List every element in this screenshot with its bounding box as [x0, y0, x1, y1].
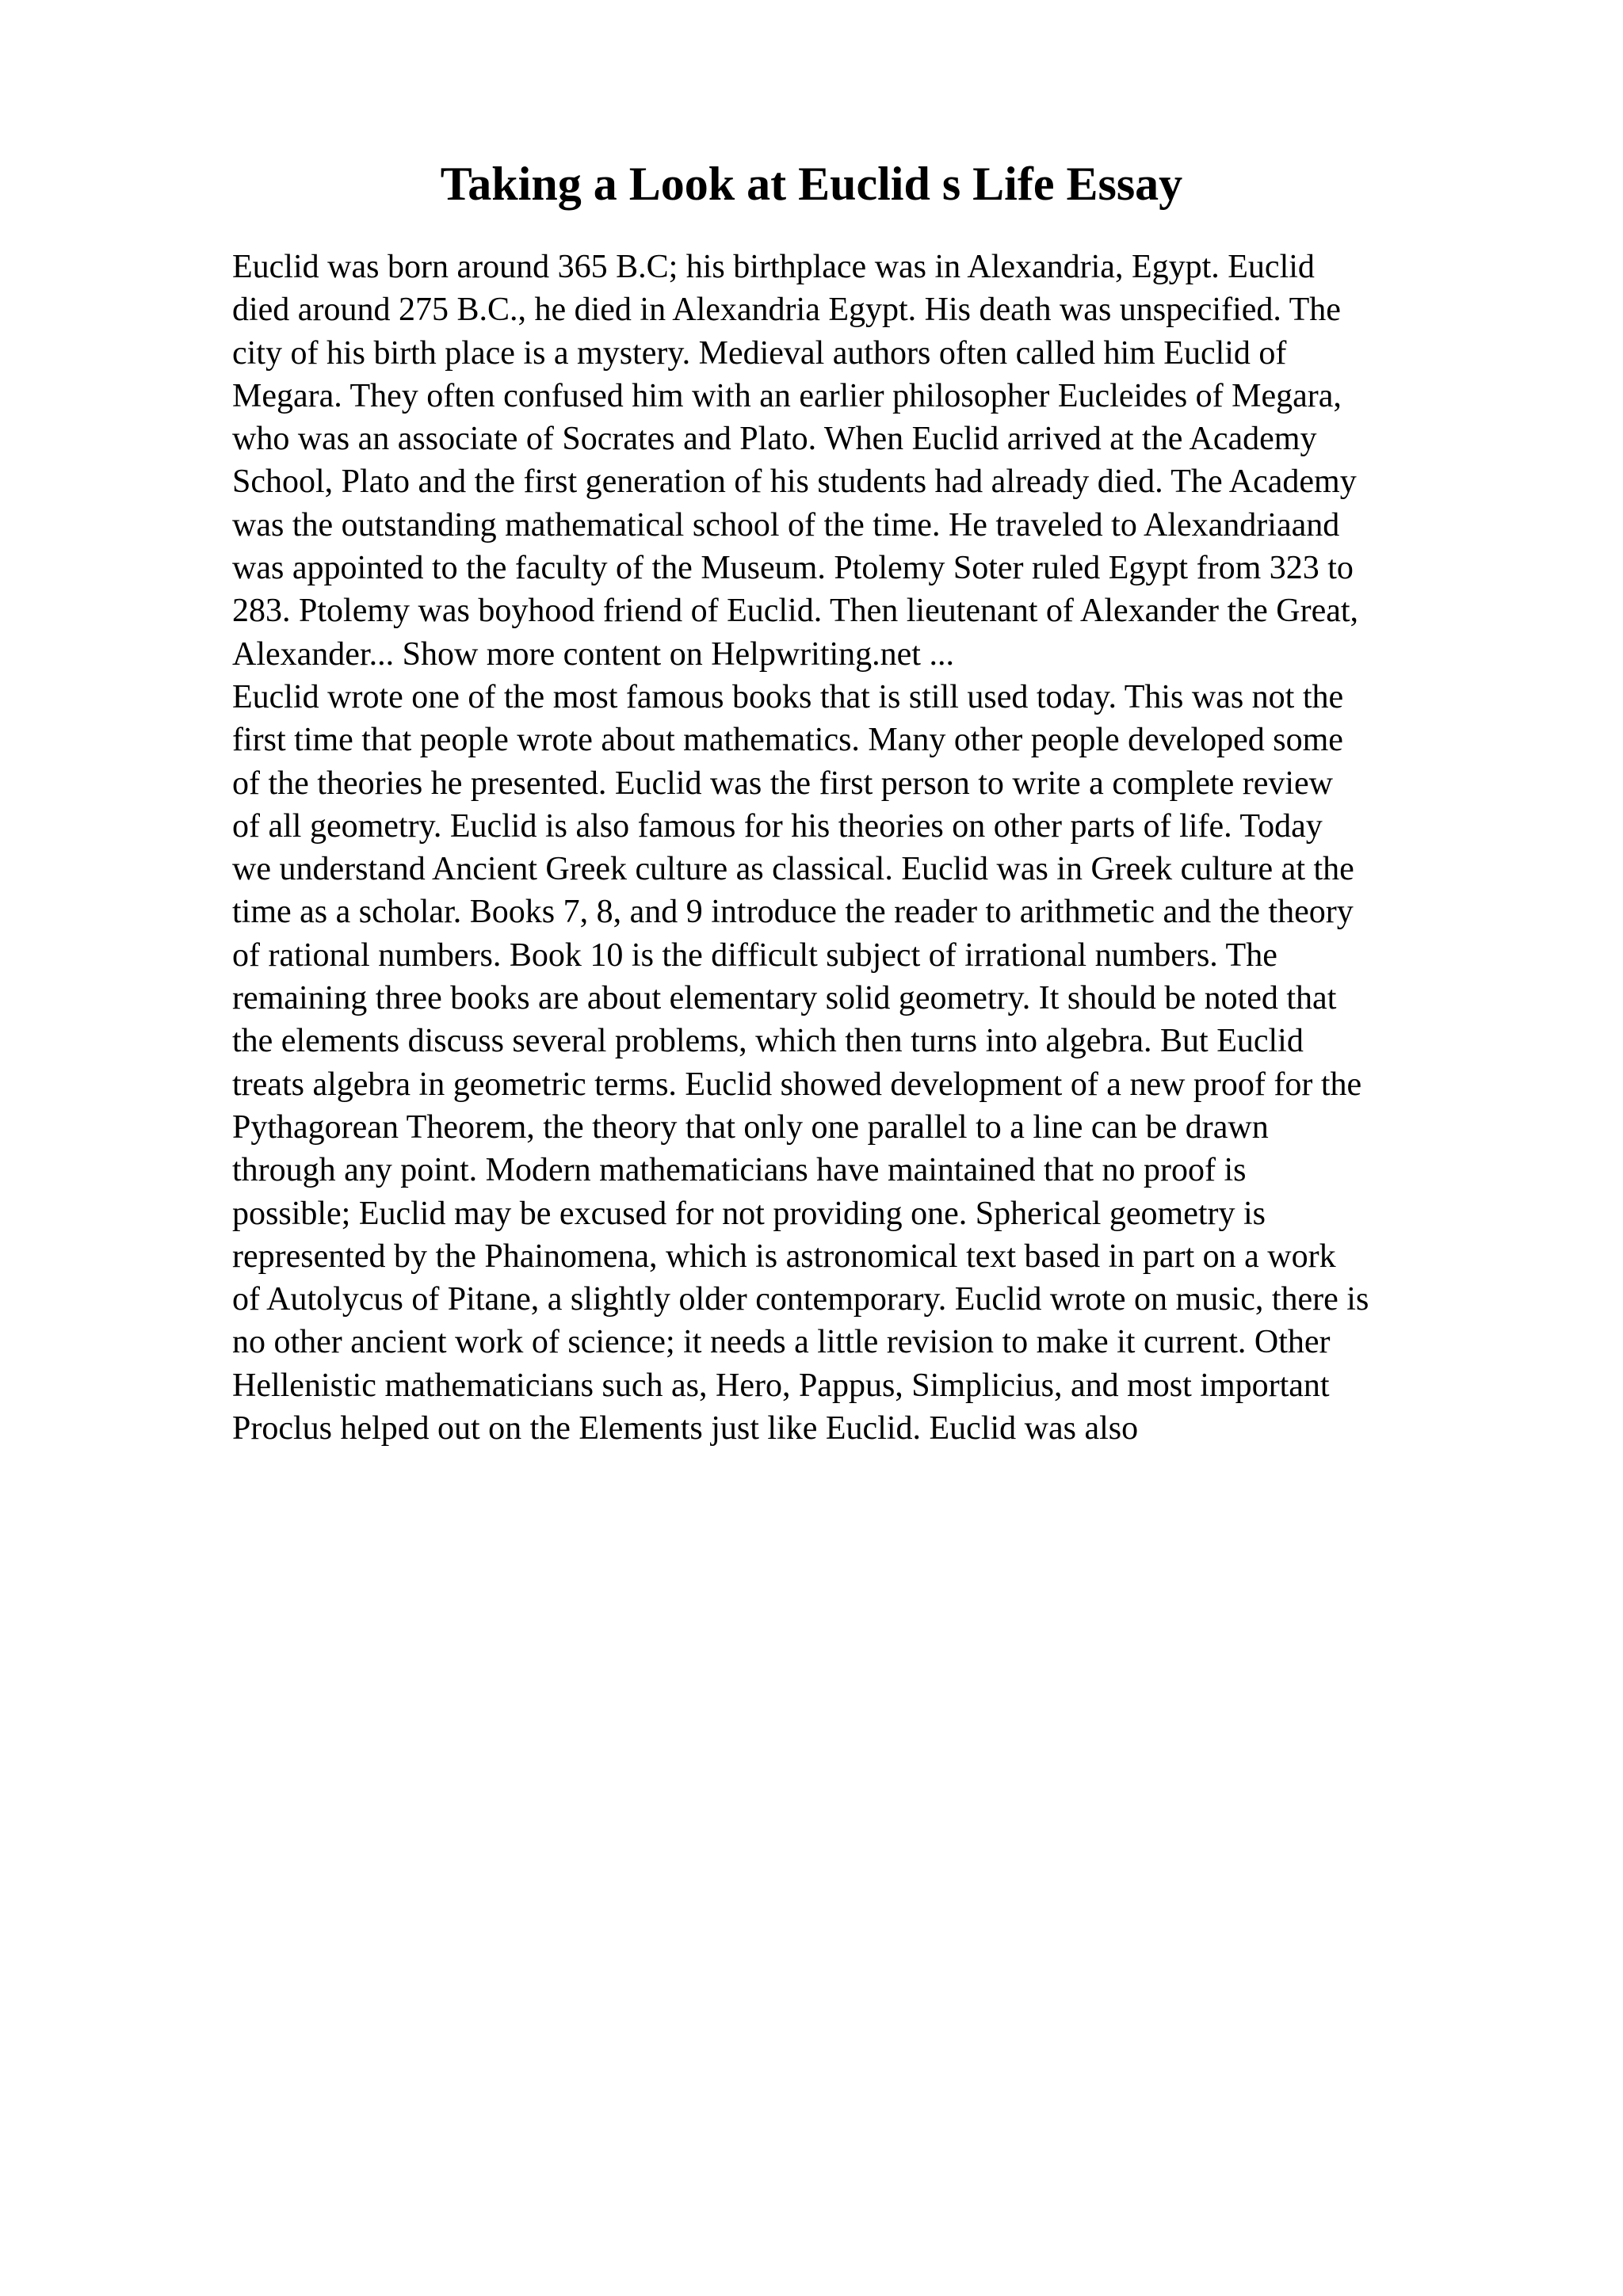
paragraph-line: Euclid was born around 365 B.C; his birthplace was in Alexandria, Egypt. Euclid	[232, 249, 1315, 285]
paragraph-line: was appointed to the faculty of the Museum. Ptolemy Soter ruled Egypt from 323 to	[232, 550, 1354, 587]
paragraph-line: treats algebra in geometric terms. Euclid showed development of a new proof for the	[232, 1066, 1362, 1103]
paragraph-line: time as a scholar. Books 7, 8, and 9 introduce the reader to arithmetic and the theory	[232, 894, 1354, 931]
paragraph-line: who was an associate of Socrates and Plato. When Euclid arrived at the Academy	[232, 421, 1317, 458]
paragraph-line: Megara. They often confused him with an earlier philosopher Eucleides of Megara,	[232, 377, 1342, 414]
paragraph-line: city of his birth place is a mystery. Medieval authors often called him Euclid of	[232, 334, 1287, 372]
paragraph-line: Alexander... Show more content on Helpwriting.net ...	[232, 635, 954, 673]
paragraph-line: of all geometry. Euclid is also famous for his theories on other parts of life. Today	[232, 807, 1323, 845]
paragraph-2	[232, 676, 1532, 1450]
document-title: Taking a Look at Euclid s Life Essay	[440, 158, 1183, 210]
paragraph-line: possible; Euclid may be excused for not providing one. Spherical geometry is	[232, 1195, 1266, 1232]
paragraph-line: Proclus helped out on the Elements just like Euclid. Euclid was also	[232, 1410, 1139, 1447]
paragraph-line: of the theories he presented. Euclid was the first person to write a complete review	[232, 765, 1334, 802]
paragraph-1	[232, 246, 1532, 676]
paragraph-line: Hellenistic mathematicians such as, Hero, Pappus, Simplicius, and most important	[232, 1367, 1330, 1404]
paragraph-line: remaining three books are about elementary solid geometry. It should be noted that	[232, 980, 1337, 1017]
paragraph-line: no other ancient work of science; it needs a little revision to make it current. Other	[232, 1324, 1331, 1361]
paragraph-line: 283. Ptolemy was boyhood friend of Euclid. Then lieutenant of Alexander the Great,	[232, 593, 1359, 630]
document-body	[232, 246, 1532, 1450]
paragraph-line: the elements discuss several problems, which then turns into algebra. But Euclid	[232, 1023, 1304, 1060]
paragraph-line: represented by the Phainomena, which is astronomical text based in part on a work	[232, 1238, 1336, 1275]
paragraph-line: died around 275 B.C., he died in Alexandria Egypt. His death was unspecified. The	[232, 292, 1341, 329]
paragraph-line: was the outstanding mathematical school of the time. He traveled to Alexandriaand	[232, 506, 1340, 543]
paragraph-line: Pythagorean Theorem, the theory that only one parallel to a line can be drawn	[232, 1108, 1269, 1146]
paragraph-line: we understand Ancient Greek culture as classical. Euclid was in Greek culture at the	[232, 851, 1354, 888]
paragraph-line: of rational numbers. Book 10 is the difficult subject of irrational numbers. The	[232, 936, 1277, 974]
paragraph-line: Euclid wrote one of the most famous books that is still used today. This was not the	[232, 678, 1344, 715]
paragraph-line: through any point. Modern mathematicians have maintained that no proof is	[232, 1152, 1247, 1189]
paragraph-line: of Autolycus of Pitane, a slightly older contemporary. Euclid wrote on music, there is	[232, 1281, 1369, 1318]
paragraph-line: first time that people wrote about mathematics. Many other people developed some	[232, 722, 1343, 759]
paragraph-line: School, Plato and the first generation of his students had already died. The Academy	[232, 463, 1357, 501]
